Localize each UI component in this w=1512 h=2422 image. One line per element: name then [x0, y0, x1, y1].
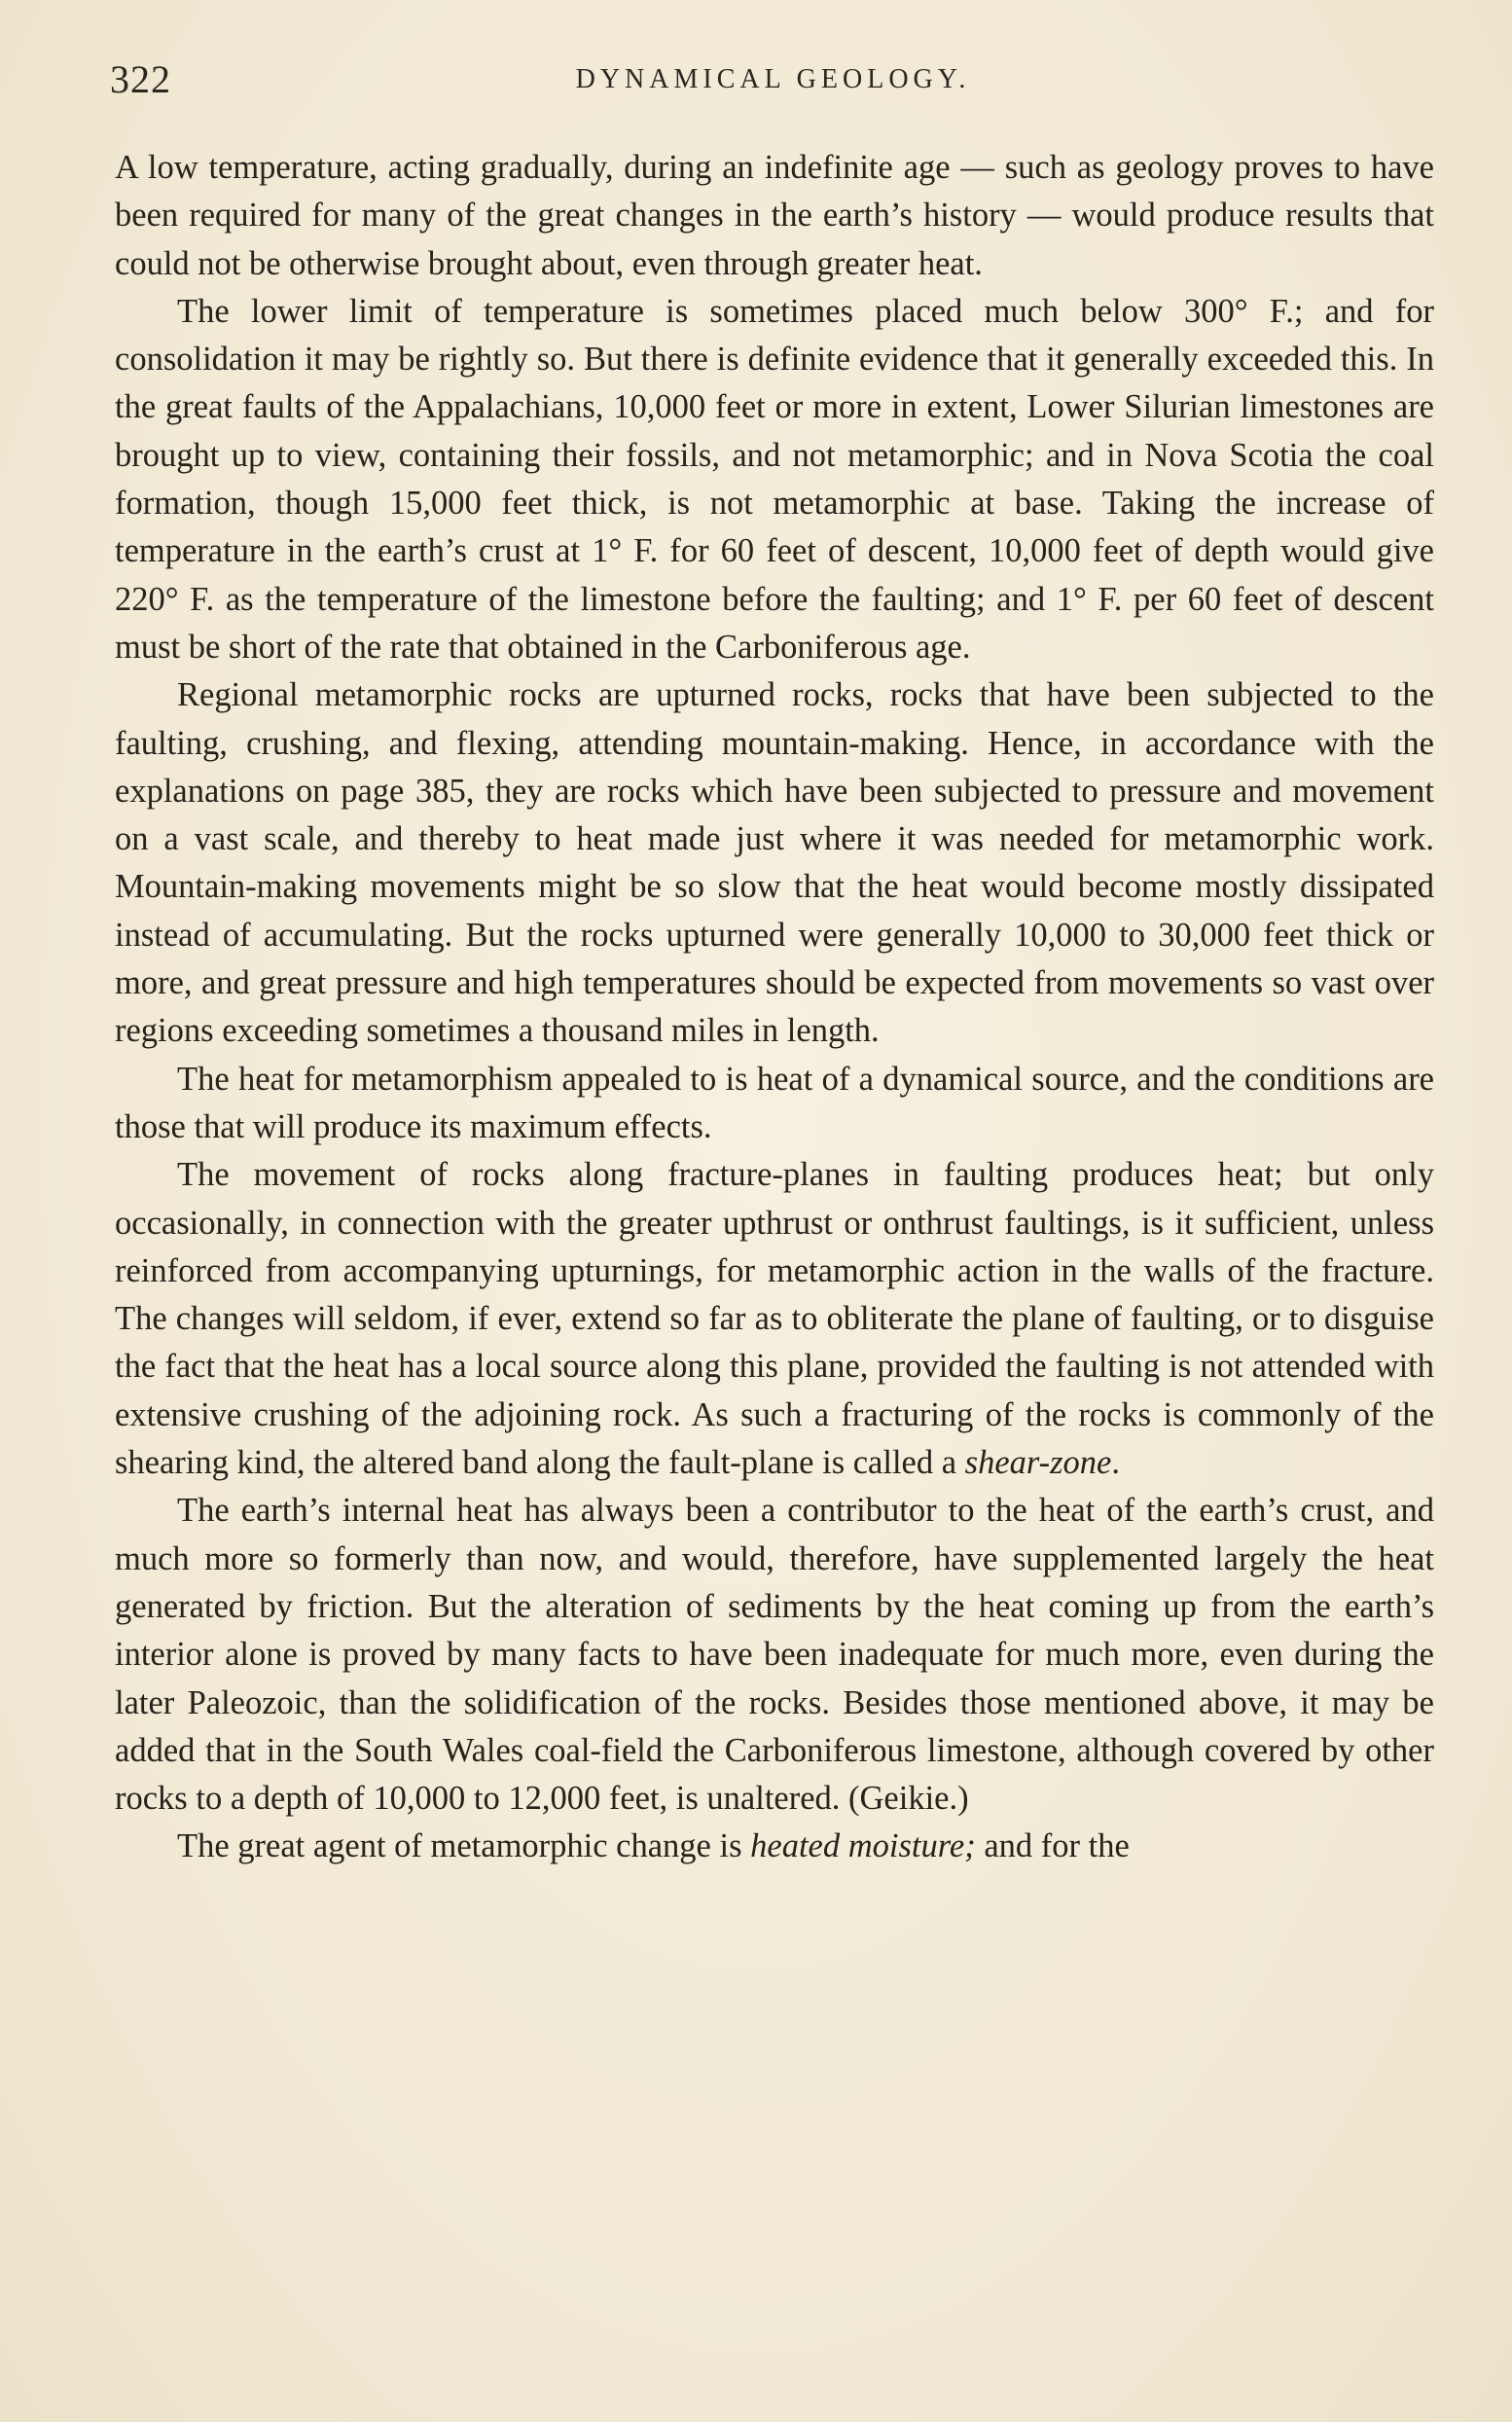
paragraph-dynamical-source: The heat for metamorphism appealed to is heat of a dynamical source, and the conditions are those that will produce its maximum effects. — [115, 1060, 1434, 1145]
italic-term-heated-moisture: heated moisture; — [750, 1827, 976, 1865]
paragraph-lower-limit: The lower limit of temperature is sometimes placed much below 300° F.; and for consolidation it may be rightly so. But there is definite evidence that it generally exceeded this. In the great faults of the Appalachians, 10,000 feet or more in extent, Lower Silurian limestones are brought up to view, containing their fossils, and not metamorphic; and in Nova Scotia the coal formation, though 15,000 feet thick, is not metamorphic at base. Taking the increase of temperature in the earth’s crust at 1° F. for 60 feet of descent, 10,000 feet of depth would give 220° F. as the temperature of the limestone before the faulting; and 1° F. per 60 feet of descent must be short of the rate that obtained in the Carboniferous age. — [115, 292, 1434, 666]
paragraph-fracture-planes — [115, 1151, 1434, 1487]
body-text — [115, 144, 1434, 1871]
paragraph-text: The movement of rocks along fracture-planes in faulting produces heat; but only occasionally, in connection with the greater upthrust or onthrust faultings, is it sufficient, unless reinforced from accompanying upturnings, for metamorphic action in the walls of the fracture. The changes will seldom, if ever, extend so far as to obliterate the plane of faulting, or to disguise the fact that the heat has a local source along this plane, provided the faulting is not attended with extensive crushing of the adjoining rock. As such a fracturing of the rocks is commonly of the shearing kind, the altered band along the fault-plane is called a — [115, 1156, 1434, 1482]
paragraph-regional-metamorphic: Regional metamorphic rocks are upturned rocks, rocks that have been subjected to the faulting, crushing, and flexing, attending mountain-making. Hence, in accordance with the explanations on page 385, they are rocks which have been subjected to pressure and movement on a vast scale, and thereby to heat made just where it was needed for metamorphic work. Mountain-making movements might be so slow that the heat would become mostly dissipated instead of accumulating. But the rocks upturned were generally 10,000 to 30,000 feet thick or more, and great pressure and high temperatures should be expected from movements so vast over regions exceeding sometimes a thousand miles in length. — [115, 676, 1434, 1050]
paragraph-text: . — [1111, 1444, 1120, 1482]
page-number: 322 — [110, 57, 171, 101]
running-title: DYNAMICAL GEOLOGY. — [575, 64, 971, 94]
page-header — [110, 56, 1436, 115]
paragraph-text: The great agent of metamorphic change is — [177, 1827, 751, 1865]
paragraph-low-temperature: A low temperature, acting gradually, during an indefinite age — such as geology proves to have been required for many of the great changes in the earth’s history — would produce results that could not be otherwise brought about, even through greater heat. — [115, 149, 1434, 282]
paragraph-text: and for the — [975, 1827, 1130, 1865]
paragraph-great-agent — [115, 1823, 1434, 1870]
italic-term-shear-zone: shear-zone — [964, 1444, 1112, 1482]
paragraph-internal-heat: The earth’s internal heat has always been a contributor to the heat of the earth’s crust, and much more so formerly than now, and would, therefore, have supplemented largely the heat generated by friction. But the alteration of sediments by the heat coming up from the earth’s interior alone is proved by many facts to have been inadequate for much more, even during the later Paleozoic, than the solidification of the rocks. Besides those mentioned above, it may be added that in the South Wales coal-field the Carboniferous limestone, although covered by other rocks to a depth of 10,000 to 12,000 feet, is unaltered. (Geikie.) — [115, 1492, 1434, 1818]
